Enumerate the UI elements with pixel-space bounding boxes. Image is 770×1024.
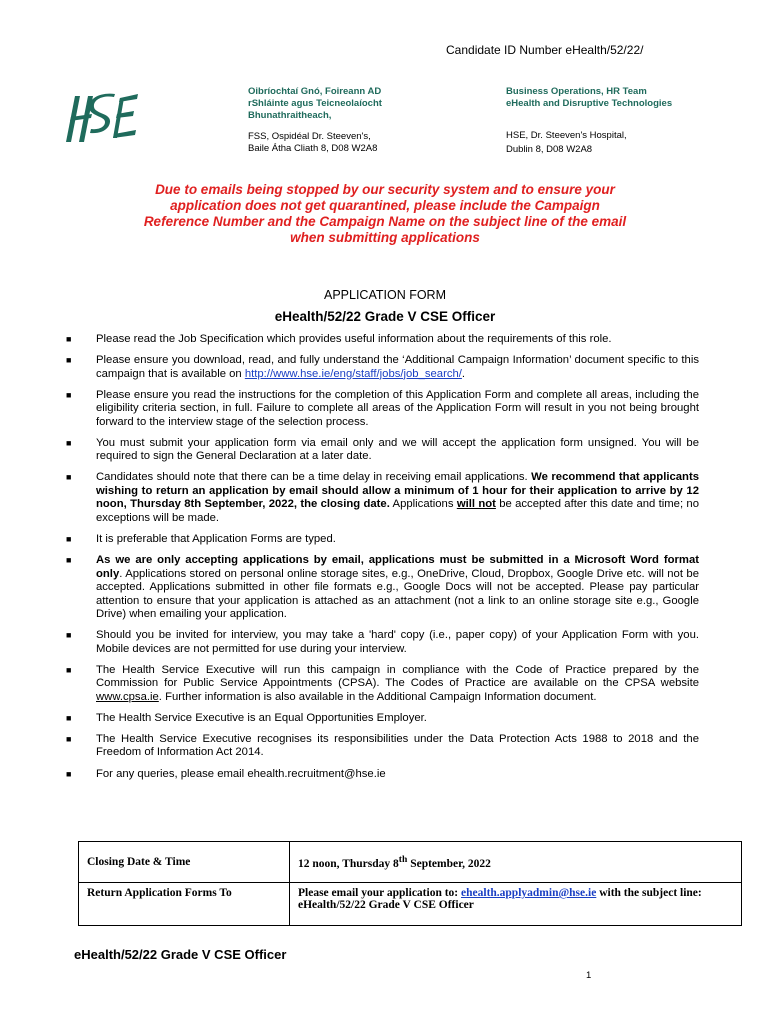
list-item xyxy=(66,733,699,760)
text-segment-bold: As we are only accepting applications by email, applications must be submitted in a Microsoft Word format only xyxy=(96,554,699,580)
bullet-icon: ■ xyxy=(66,334,72,344)
text-segment: 12 noon, Thursday 8 xyxy=(298,857,399,870)
list-item xyxy=(66,354,699,381)
notice-line: application does not get quarantined, please include the Campaign xyxy=(170,198,600,213)
list-item xyxy=(66,768,699,782)
bullet-icon: ■ xyxy=(66,437,72,448)
hse-logo xyxy=(62,86,140,144)
bullet-icon: ■ xyxy=(66,733,72,744)
return-forms-value xyxy=(290,883,742,926)
bullet-icon: ■ xyxy=(66,472,72,483)
list-item xyxy=(66,389,699,430)
closing-date-value xyxy=(290,842,742,883)
address-line: HSE, Dr. Steeven's Hospital, xyxy=(506,130,627,141)
bullet-icon: ■ xyxy=(66,630,72,641)
address-line: eHealth and Disruptive Technologies xyxy=(506,98,673,109)
address-line: Business Operations, HR Team xyxy=(506,86,647,97)
list-item-text: It is preferable that Application Forms are typed. xyxy=(96,532,336,545)
address-line: FSS, Ospidéal Dr. Steeven's, xyxy=(248,131,371,142)
notice-line: Due to emails being stopped by our security system and to ensure your xyxy=(155,182,615,197)
list-item xyxy=(66,533,699,547)
address-english-location xyxy=(506,129,627,157)
instructions-list xyxy=(66,333,699,789)
list-item xyxy=(66,471,699,525)
list-item xyxy=(66,664,699,705)
text-segment: September, 2022 xyxy=(407,857,491,870)
address-irish-location xyxy=(248,131,377,155)
list-item-text: You must submit your application form via email only and we will accept the application form unsigned. You will be required to sign the General Declaration at a later date. xyxy=(96,436,699,463)
address-line: Baile Átha Cliath 8, D08 W2A8 xyxy=(248,143,378,154)
bullet-icon: ■ xyxy=(66,389,72,400)
text-segment: Applications xyxy=(389,498,457,511)
return-forms-label: Return Application Forms To xyxy=(79,883,290,926)
address-english-team xyxy=(506,86,672,110)
bullet-icon: ■ xyxy=(66,555,72,566)
address-line: Bhunathraitheach, xyxy=(248,110,332,121)
closing-date-label: Closing Date & Time xyxy=(79,842,290,883)
list-item-text xyxy=(96,471,699,525)
page-number: 1 xyxy=(586,970,592,981)
address-line: rShláinte agus Teicneolaíocht xyxy=(248,98,382,109)
text-segment-emphasis: will not xyxy=(456,498,496,511)
notice-line: when submitting applications xyxy=(290,230,480,245)
table-row xyxy=(79,883,742,926)
list-item xyxy=(66,437,699,464)
bullet-icon: ■ xyxy=(66,355,72,366)
text-segment: Please email your application to: xyxy=(298,887,462,899)
list-item xyxy=(66,333,699,347)
list-item xyxy=(66,554,699,622)
table-row xyxy=(79,842,742,883)
email-notice xyxy=(60,182,710,246)
text-segment: The Health Service Executive will run this campaign in compliance with the Code of Practice prepared by the Commission for Public Service Appointments (CPSA). The Codes of Practice are available on the CPSA website xyxy=(96,663,699,690)
list-item-text: For any queries, please email ehealth.recruitment@hse.ie xyxy=(96,767,386,780)
list-item-text xyxy=(96,554,699,622)
form-subtitle: eHealth/52/22 Grade V CSE Officer xyxy=(274,309,496,324)
text-segment-bold: We recommend that applicants wishing to return an application by email should allow a minimum of 1 hour for their application to arrive by 12 noon, Thursday 8th September, 2022, the closing date. xyxy=(96,471,699,511)
address-irish-team xyxy=(248,86,382,122)
bullet-icon: ■ xyxy=(66,768,72,779)
text-superscript: th xyxy=(398,854,408,866)
address-line: Dublin 8, D08 W2A8 xyxy=(506,144,593,155)
list-item xyxy=(66,629,699,656)
bullet-icon: ■ xyxy=(66,712,72,723)
candidate-id-line: Candidate ID Number eHealth/52/22/ xyxy=(446,43,644,57)
job-search-link[interactable]: http://www.hse.ie/eng/staff/jobs/job_search/ xyxy=(244,367,462,380)
list-item-text: Please ensure you read the instructions for the completion of this Application Form and complete all areas, including the eligibility criteria section, in full. Failure to complete all areas of the Application Form will result in you not being brought forward to the interview stage of the selection process. xyxy=(96,388,699,428)
footer-title: eHealth/52/22 Grade V CSE Officer xyxy=(74,947,287,962)
form-title: APPLICATION FORM xyxy=(323,288,446,302)
notice-line: Reference Number and the Campaign Name on the subject line of the email xyxy=(143,214,627,229)
text-segment: . Applications stored on personal online storage sites, e.g., OneDrive, Cloud, Dropbox, Google Drive etc. will not be accepted. Applications submitted in other file formats e.g., Google Docs will not be accepted. Please pay particular attention to ensure that your application is attached as an attachment (not a link to an online storage site e.g., Google Drive) when emailing your application. xyxy=(96,567,699,621)
address-line: Oibríochtaí Gnó, Foireann AD xyxy=(248,86,382,97)
list-item xyxy=(66,712,699,726)
closing-date-table xyxy=(78,841,742,926)
list-item-text xyxy=(96,664,699,705)
text-segment: be accepted after this date and time; no exceptions will be made. xyxy=(96,498,699,524)
cpsa-link[interactable]: www.cpsa.ie xyxy=(96,690,159,703)
text-segment: Candidates should note that there can be a time delay in receiving email applications. xyxy=(96,471,532,484)
list-item-text: Please read the Job Specification which provides useful information about the requirements of this role. xyxy=(96,333,612,345)
bullet-icon: ■ xyxy=(66,533,72,544)
list-item-text xyxy=(96,354,699,381)
text-segment: . Further information is also available in the Additional Campaign Information document. xyxy=(158,690,597,703)
list-item-text: The Health Service Executive is an Equal Opportunities Employer. xyxy=(96,711,427,724)
apply-email-link[interactable]: ehealth.applyadmin@hse.ie xyxy=(461,887,597,899)
bullet-icon: ■ xyxy=(66,664,72,675)
list-item-text: The Health Service Executive recognises its responsibilities under the Data Protection Acts 1988 to 2018 and the Freedom of Information Act 2014. xyxy=(96,732,699,759)
list-item-text: Should you be invited for interview, you may take a 'hard' copy (i.e., paper copy) of your Application Form with you. Mobile devices are not permitted for use during your interview. xyxy=(96,629,699,655)
text-segment: with the subject line: eHealth/52/22 Grade V CSE Officer xyxy=(298,887,702,911)
text-segment: . xyxy=(461,367,466,380)
text-segment: Please ensure you download, read, and fully understand the ‘Additional Campaign Information’ document specific to this campaign that is available on xyxy=(96,354,699,380)
